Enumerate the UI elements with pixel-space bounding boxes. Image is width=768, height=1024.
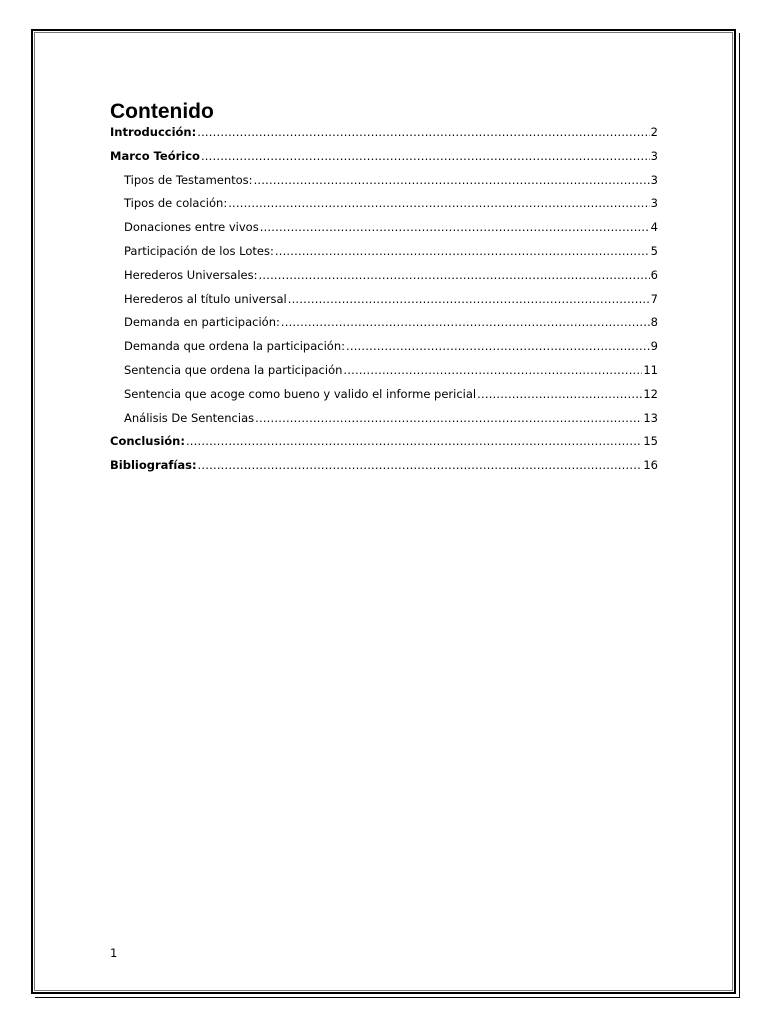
toc-leader-dots: [281, 311, 650, 335]
toc-entry[interactable]: [110, 264, 658, 288]
toc-entry-page: 13: [643, 410, 658, 425]
toc-entry-page: 16: [643, 458, 658, 473]
toc-entry-page: 4: [650, 220, 658, 235]
toc-entry[interactable]: [110, 407, 658, 431]
toc-entry[interactable]: [110, 430, 658, 454]
footer-page-number: 1: [110, 946, 118, 960]
toc-entry-label: Donaciones entre vivos: [124, 220, 259, 235]
toc-entry[interactable]: [110, 359, 658, 383]
toc-leader-dots: [260, 216, 650, 240]
table-of-contents: [110, 121, 658, 478]
toc-entry-page: 3: [650, 148, 658, 163]
toc-leader-dots: [275, 240, 650, 264]
toc-leader-dots: [201, 145, 650, 169]
toc-entry-page: 12: [643, 386, 658, 401]
toc-leader-dots: [346, 335, 650, 359]
toc-entry-page: 8: [650, 315, 658, 330]
toc-entry[interactable]: [110, 335, 658, 359]
toc-entry[interactable]: [110, 288, 658, 312]
toc-entry-page: 3: [650, 196, 658, 211]
toc-entry-page: 5: [650, 243, 658, 258]
toc-entry-page: 11: [643, 362, 658, 377]
toc-entry-label: Demanda en participación:: [124, 315, 280, 330]
toc-entry-label: Marco Teórico: [110, 148, 200, 163]
toc-entry-label: Análisis De Sentencias: [124, 410, 255, 425]
toc-entry-label: Sentencia que acoge como bueno y valido el informe pericial: [124, 386, 477, 401]
toc-entry-label: Herederos Universales:: [124, 267, 258, 282]
toc-leader-dots: [254, 169, 650, 193]
toc-leader-dots: [477, 383, 642, 407]
toc-entry-label: Conclusión:: [110, 434, 185, 449]
toc-entry-label: Tipos de Testamentos:: [124, 172, 253, 187]
toc-entry[interactable]: [110, 383, 658, 407]
toc-entry-page: 3: [650, 172, 658, 187]
toc-entry-label: Sentencia que ordena la participación: [124, 362, 343, 377]
toc-entry-label: Introducción:: [110, 125, 197, 139]
toc-entry-page: 6: [650, 267, 658, 282]
toc-entry[interactable]: [110, 240, 658, 264]
toc-leader-dots: [259, 264, 650, 288]
toc-entry[interactable]: [110, 454, 658, 478]
toc-leader-dots: [228, 192, 649, 216]
toc-leader-dots: [198, 454, 643, 478]
toc-entry-label: Participación de los Lotes:: [124, 243, 274, 258]
toc-entry-page: 7: [650, 291, 658, 306]
toc-leader-dots: [186, 430, 642, 454]
toc-entry[interactable]: [110, 192, 658, 216]
toc-entry[interactable]: [110, 121, 658, 145]
toc-entry-label: Bibliografías:: [110, 458, 197, 473]
toc-leader-dots: [343, 359, 642, 383]
toc-leader-dots: [255, 407, 642, 431]
toc-leader-dots: [288, 288, 650, 312]
toc-entry-label: Tipos de colación:: [124, 196, 228, 211]
toc-entry-label: Herederos al título universal: [124, 291, 287, 306]
toc-leader-dots: [197, 121, 649, 145]
toc-entry[interactable]: [110, 311, 658, 335]
toc-entry[interactable]: [110, 169, 658, 193]
toc-entry-page: 2: [650, 125, 658, 139]
toc-entry[interactable]: [110, 145, 658, 169]
toc-entry-page: 15: [643, 434, 658, 449]
toc-entry-label: Demanda que ordena la participación:: [124, 339, 345, 354]
toc-entry-page: 9: [650, 339, 658, 354]
toc-heading: Contenido: [110, 100, 214, 123]
toc-entry[interactable]: [110, 216, 658, 240]
